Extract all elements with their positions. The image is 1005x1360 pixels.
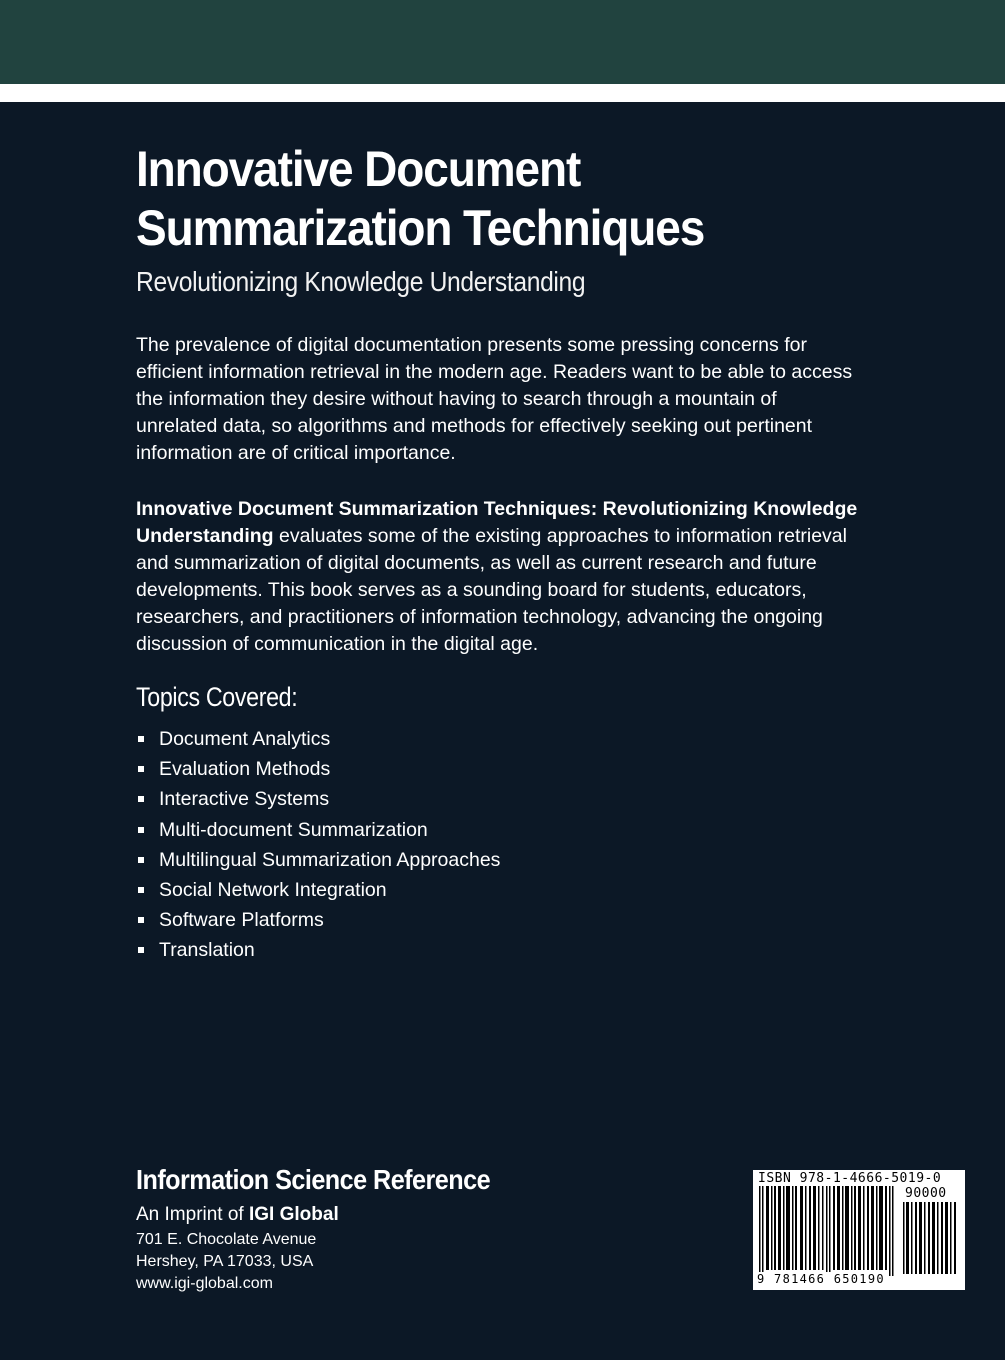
topic-label: Multilingual Summarization Approaches	[159, 848, 501, 871]
topic-label: Document Analytics	[159, 728, 331, 750]
topic-item	[136, 784, 500, 814]
top-color-band	[0, 0, 1005, 84]
topic-item	[136, 875, 500, 905]
bullet-icon	[138, 796, 144, 802]
bullet-icon	[138, 766, 144, 772]
bullet-icon	[138, 947, 144, 953]
topic-label: Translation	[159, 939, 255, 962]
publisher-address-line-2: Hershey, PA 17033, USA	[136, 1253, 314, 1270]
imprint-prefix: An Imprint of	[136, 1204, 249, 1225]
bullet-icon	[138, 827, 144, 833]
topic-label: Interactive Systems	[159, 788, 330, 811]
topic-item	[136, 845, 500, 875]
publisher-imprint	[136, 1204, 339, 1226]
topics-list	[136, 724, 500, 966]
description-bold-title: Innovative Document Summarization Techniques: Revolutionizing Knowledge Understanding	[136, 498, 858, 547]
price-code: 90000	[905, 1186, 947, 1201]
publisher-website-link[interactable]: www.igi-global.com	[136, 1275, 273, 1292]
topic-label: Evaluation Methods	[159, 758, 331, 781]
publisher-address-line-1: 701 E. Chocolate Avenue	[136, 1231, 317, 1248]
description-paragraph-2	[136, 496, 860, 658]
topic-item	[136, 905, 500, 935]
white-divider-band	[0, 84, 1005, 102]
book-title-line-2: Summarization Techniques	[136, 200, 705, 256]
bullet-icon	[138, 917, 144, 923]
topics-heading: Topics Covered:	[136, 682, 298, 712]
bullet-icon	[138, 736, 144, 742]
book-title	[136, 140, 890, 258]
description-paragraph-2-text: evaluates some of the existing approaches to information retrieval and summarization of digital documents, as well as current research and future developments. This book serves as a sounding board for students, educators, researchers, and practitioners of information technology, advancing the ongoing discussion of communication in the digital age.	[136, 525, 847, 655]
topic-label: Software Platforms	[159, 909, 324, 932]
publisher-name: Information Science Reference	[136, 1164, 491, 1195]
bullet-icon	[138, 887, 144, 893]
topic-label: Multi-document Summarization	[159, 818, 428, 841]
book-subtitle: Revolutionizing Knowledge Understanding	[136, 266, 586, 297]
topic-label: Social Network Integration	[159, 878, 387, 901]
bullet-icon	[138, 857, 144, 863]
topic-item	[136, 754, 500, 784]
imprint-name: IGI Global	[249, 1204, 339, 1225]
topic-item	[136, 815, 500, 845]
isbn-barcode	[753, 1170, 965, 1290]
topic-item	[136, 935, 500, 965]
barcode-bars-icon	[757, 1186, 899, 1276]
topic-item	[136, 724, 500, 754]
barcode-addon-bars-icon	[901, 1202, 961, 1274]
isbn-label: ISBN 978-1-4666-5019-0	[758, 1171, 942, 1186]
description-paragraph-1: The prevalence of digital documentation presents some pressing concerns for efficient information retrieval in the modern age. Readers want to be able to access the information they desire without having to search through a mountain of unrelated data, so algorithms and methods for effectively seeking out pertinent information are of critical importance.	[136, 334, 853, 464]
book-title-line-1: Innovative Document	[136, 141, 581, 197]
barcode-digits: 9 781466 650190	[757, 1272, 885, 1286]
